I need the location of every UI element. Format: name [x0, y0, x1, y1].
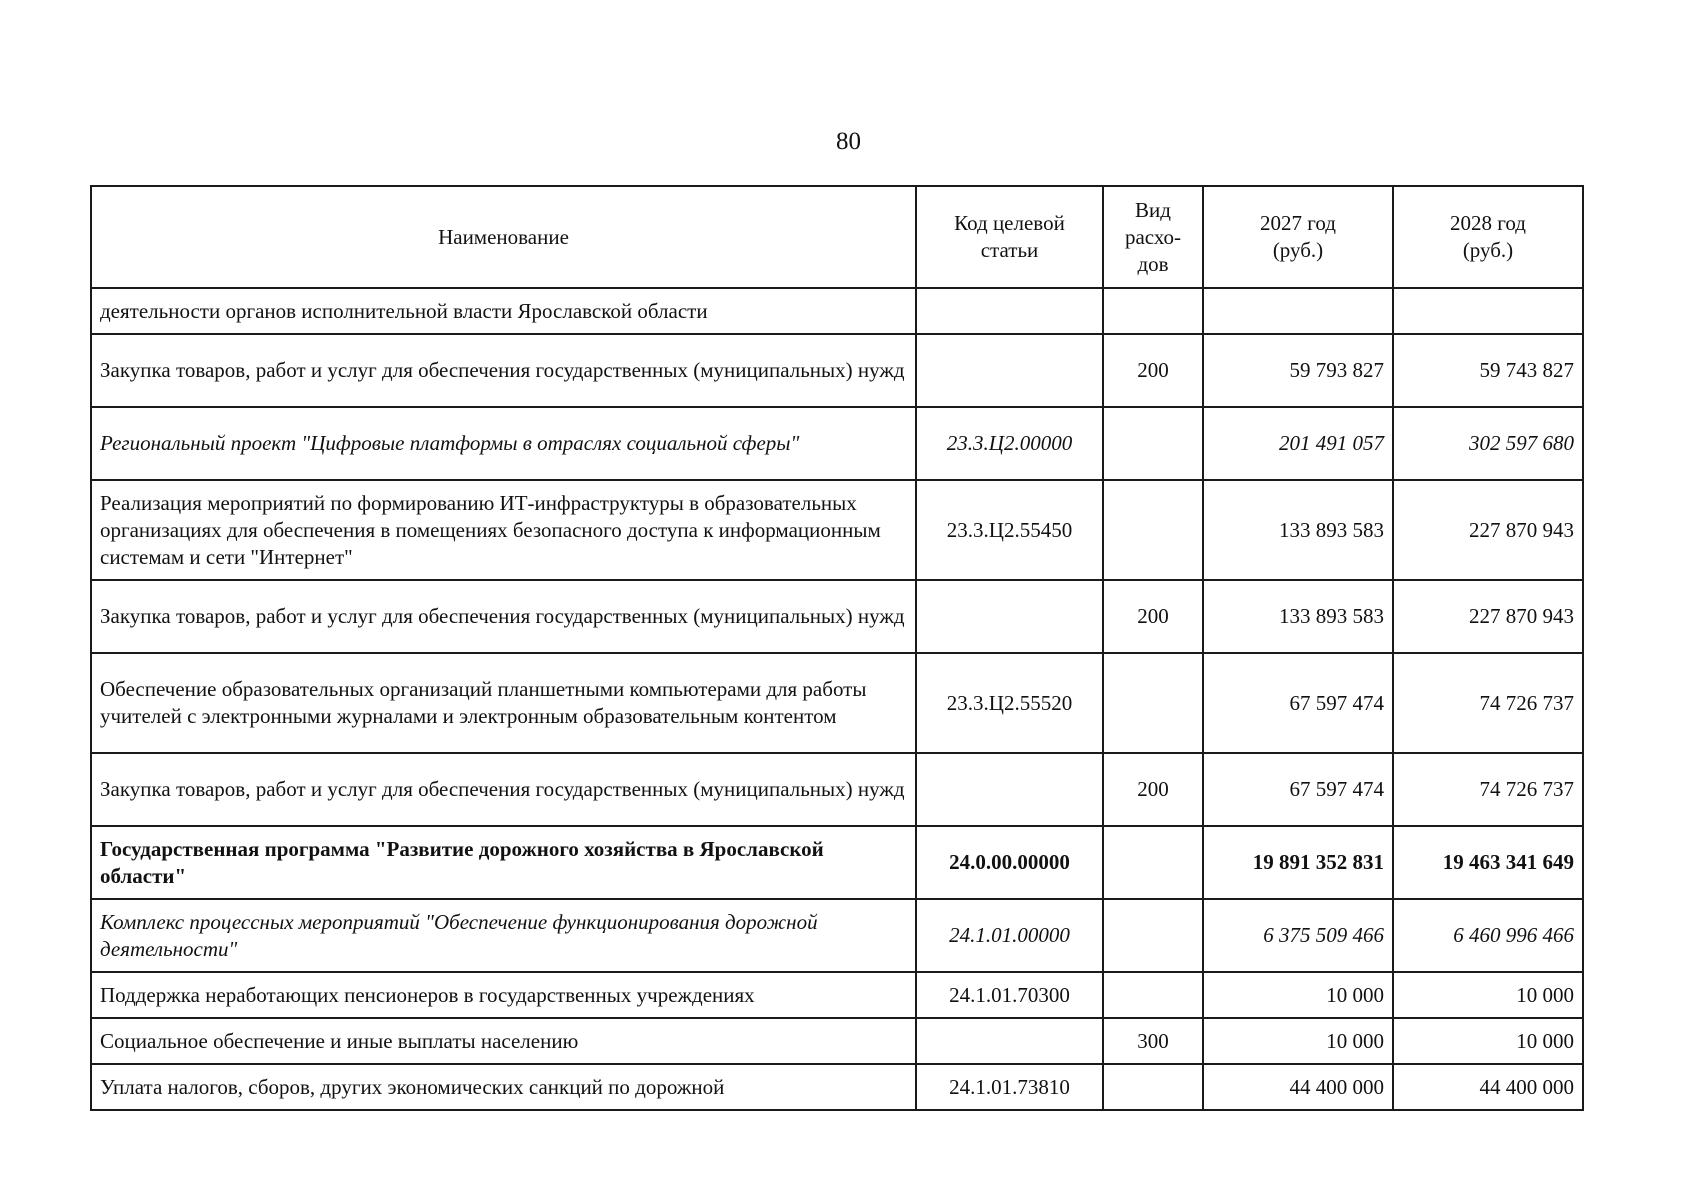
table-row	[91, 288, 1583, 334]
row-amount-2028: 6 460 996 466	[1393, 899, 1583, 972]
row-code	[916, 580, 1103, 653]
row-kind	[1103, 1064, 1203, 1110]
table-row	[91, 480, 1583, 580]
table-row	[91, 580, 1583, 653]
row-amount-2027: 67 597 474	[1203, 653, 1393, 753]
row-amount-2028: 74 726 737	[1393, 653, 1583, 753]
row-amount-2028: 10 000	[1393, 972, 1583, 1018]
row-amount-2028: 302 597 680	[1393, 407, 1583, 480]
table-row	[91, 653, 1583, 753]
table-row	[91, 753, 1583, 826]
table-row	[91, 899, 1583, 972]
header-kind-line-3: дов	[1137, 251, 1169, 276]
table-header-row	[91, 186, 1583, 288]
row-kind: 200	[1103, 580, 1203, 653]
header-2028-line-2: (руб.)	[1462, 238, 1514, 262]
row-code: 23.3.Ц2.00000	[916, 407, 1103, 480]
row-amount-2027: 19 891 352 831	[1203, 826, 1393, 899]
row-kind: 200	[1103, 753, 1203, 826]
row-amount-2027	[1203, 288, 1393, 334]
header-2027-line-2: (руб.)	[1272, 238, 1324, 262]
header-code	[916, 186, 1103, 288]
row-kind	[1103, 288, 1203, 334]
row-name: Поддержка неработающих пенсионеров в государственных учреждениях	[91, 972, 916, 1018]
table-row	[91, 1018, 1583, 1064]
row-kind	[1103, 480, 1203, 580]
row-code: 24.1.01.70300	[916, 972, 1103, 1018]
row-name: деятельности органов исполнительной власти Ярославской области	[91, 288, 916, 334]
row-name: Закупка товаров, работ и услуг для обеспечения государственных (муниципальных) нужд	[91, 580, 916, 653]
header-2027	[1203, 186, 1393, 288]
row-name: Реализация мероприятий по формированию ИТ-инфраструктуры в образовательных организациях для обеспечения в помещениях безопасного доступа к информационным системам и сети "Интернет"	[91, 480, 916, 580]
table-row	[91, 972, 1583, 1018]
row-code: 24.1.01.00000	[916, 899, 1103, 972]
row-code	[916, 753, 1103, 826]
table-row	[91, 334, 1583, 407]
row-name: Уплата налогов, сборов, других экономических санкций по дорожной	[91, 1064, 916, 1110]
row-amount-2027: 201 491 057	[1203, 407, 1393, 480]
budget-table	[90, 185, 1584, 1111]
row-amount-2028: 227 870 943	[1393, 580, 1583, 653]
row-kind	[1103, 826, 1203, 899]
row-code: 23.3.Ц2.55450	[916, 480, 1103, 580]
header-2028-line-1: 2028 год	[1450, 211, 1526, 235]
row-name: Региональный проект "Цифровые платформы в отраслях социальной сферы"	[91, 407, 916, 480]
row-name: Закупка товаров, работ и услуг для обеспечения государственных (муниципальных) нужд	[91, 334, 916, 407]
row-name: Обеспечение образовательных организаций планшетными компьютерами для работы учителей с электронными журналами и электронным образовательным контентом	[91, 653, 916, 753]
header-2028	[1393, 186, 1583, 288]
row-amount-2028	[1393, 288, 1583, 334]
row-code: 24.0.00.00000	[916, 826, 1103, 899]
table-row	[91, 826, 1583, 899]
row-code	[916, 334, 1103, 407]
row-amount-2028: 227 870 943	[1393, 480, 1583, 580]
row-amount-2028: 19 463 341 649	[1393, 826, 1583, 899]
row-code: 23.3.Ц2.55520	[916, 653, 1103, 753]
row-kind	[1103, 407, 1203, 480]
row-name: Комплекс процессных мероприятий "Обеспечение функционирования дорожной деятельности"	[91, 899, 916, 972]
table-row	[91, 1064, 1583, 1110]
row-amount-2027: 133 893 583	[1203, 480, 1393, 580]
table-row	[91, 407, 1583, 480]
row-code	[916, 1018, 1103, 1064]
row-amount-2027: 133 893 583	[1203, 580, 1393, 653]
row-kind: 200	[1103, 334, 1203, 407]
row-code	[916, 288, 1103, 334]
row-amount-2027: 6 375 509 466	[1203, 899, 1393, 972]
row-amount-2027: 44 400 000	[1203, 1064, 1393, 1110]
row-amount-2028: 10 000	[1393, 1018, 1583, 1064]
row-name: Закупка товаров, работ и услуг для обеспечения государственных (муниципальных) нужд	[91, 753, 916, 826]
row-amount-2027: 67 597 474	[1203, 753, 1393, 826]
row-amount-2028: 74 726 737	[1393, 753, 1583, 826]
row-kind: 300	[1103, 1018, 1203, 1064]
row-name: Государственная программа "Развитие дорожного хозяйства в Ярославской области"	[91, 826, 916, 899]
row-code: 24.1.01.73810	[916, 1064, 1103, 1110]
row-amount-2027: 59 793 827	[1203, 334, 1393, 407]
header-kind	[1103, 186, 1203, 288]
header-2027-line-1: 2027 год	[1260, 211, 1336, 235]
row-amount-2028: 44 400 000	[1393, 1064, 1583, 1110]
header-name: Наименование	[91, 186, 916, 288]
row-kind	[1103, 653, 1203, 753]
header-kind-line-1: Вид	[1135, 197, 1171, 222]
row-amount-2028: 59 743 827	[1393, 334, 1583, 407]
page-number: 80	[836, 128, 861, 155]
row-kind	[1103, 972, 1203, 1018]
row-amount-2027: 10 000	[1203, 1018, 1393, 1064]
header-code-line-2: статьи	[980, 238, 1039, 262]
row-name: Социальное обеспечение и иные выплаты населению	[91, 1018, 916, 1064]
header-kind-line-2: расхо-	[1124, 224, 1182, 249]
row-amount-2027: 10 000	[1203, 972, 1393, 1018]
header-code-line-1: Код целевой	[954, 211, 1065, 235]
row-kind	[1103, 899, 1203, 972]
